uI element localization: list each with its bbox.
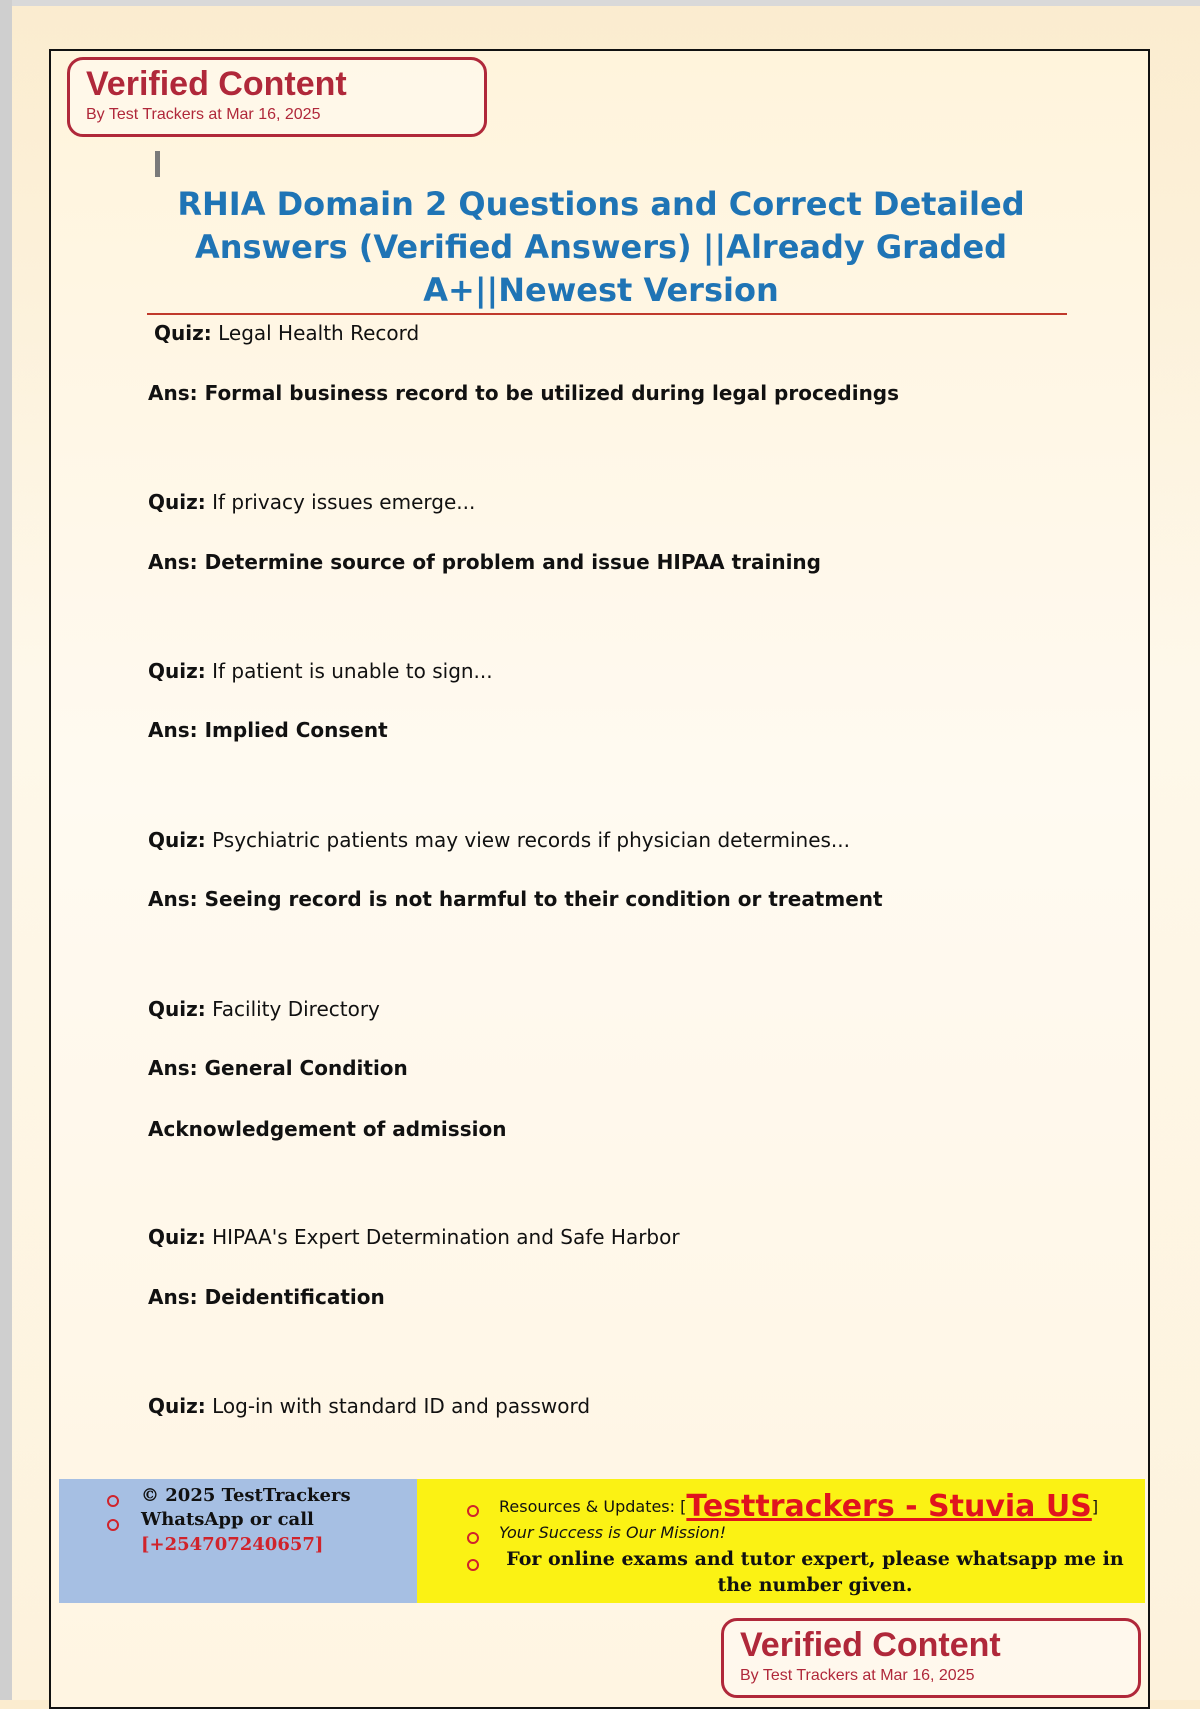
ans-label: Ans: <box>148 381 198 405</box>
answer-5 <box>148 1056 408 1080</box>
quiz-6 <box>148 1225 680 1249</box>
quiz-1 <box>154 321 419 345</box>
stamp-title: Verified Content <box>740 1626 1001 1664</box>
quiz-label: Quiz: <box>154 321 212 345</box>
quiz-text: HIPAA's Expert Determination and Safe Harbor <box>212 1225 680 1249</box>
quiz-2 <box>148 490 475 514</box>
quiz-text: Psychiatric patients may view records if physician determines... <box>212 828 850 852</box>
bullet-icon <box>467 1559 479 1571</box>
bullet-icon <box>467 1505 479 1517</box>
viewer-top-edge <box>0 0 1200 6</box>
footer-resources-panel <box>417 1479 1145 1603</box>
answer-6 <box>148 1285 385 1309</box>
quiz-label: Quiz: <box>148 997 206 1021</box>
answer-text: Implied Consent <box>204 718 388 742</box>
document-page <box>49 49 1150 1709</box>
answer-text: Seeing record is not harmful to their condition or treatment <box>204 887 883 911</box>
answer-3 <box>148 718 388 742</box>
stamp-title: Verified Content <box>86 65 347 103</box>
phone-number[interactable]: [+254707240657] <box>141 1534 324 1555</box>
answer-2 <box>148 550 821 574</box>
resources-link[interactable]: Testtrackers - Stuvia US <box>686 1489 1092 1524</box>
quiz-label: Quiz: <box>148 1394 206 1418</box>
verified-stamp-bottom <box>721 1618 1141 1698</box>
viewer-left-edge <box>0 0 12 1700</box>
answer-text: Determine source of problem and issue HIPAA training <box>204 550 821 574</box>
stamp-subtitle: By Test Trackers at Mar 16, 2025 <box>86 106 321 123</box>
text-cursor <box>155 151 160 177</box>
resources-label: Resources & Updates: <box>499 1497 676 1516</box>
answer-text: General Condition <box>204 1056 408 1080</box>
quiz-text: If privacy issues emerge... <box>212 490 476 514</box>
quiz-text: Log-in with standard ID and password <box>212 1394 591 1418</box>
bullet-icon <box>107 1495 119 1507</box>
mission-text: Your Success is Our Mission! <box>499 1523 727 1542</box>
quiz-label: Quiz: <box>148 659 206 683</box>
bullet-icon <box>107 1519 119 1531</box>
answer-5-extra: Acknowledgement of admission <box>148 1117 507 1141</box>
quiz-text: Facility Directory <box>212 997 380 1021</box>
resources-line: Resources & Updates: [Testtrackers - Stuvia US] <box>499 1489 1099 1524</box>
quiz-5 <box>148 997 380 1021</box>
footer-contact-panel <box>59 1479 417 1603</box>
quiz-3 <box>148 659 493 683</box>
quiz-4 <box>148 828 850 852</box>
ans-label: Ans: <box>148 550 198 574</box>
ans-label: Ans: <box>148 718 198 742</box>
title-divider <box>147 313 1067 315</box>
tutor-note: For online exams and tutor expert, please whatsapp me in the number given. <box>506 1548 1124 1596</box>
document-title: RHIA Domain 2 Questions and Correct Detailed Answers (Verified Answers) ||Already Graded A+||Newest Version <box>177 185 1025 309</box>
bullet-icon <box>467 1532 479 1544</box>
footer-banner <box>59 1479 1145 1603</box>
quiz-label: Quiz: <box>148 828 206 852</box>
ans-label: Ans: <box>148 1285 198 1309</box>
quiz-label: Quiz: <box>148 1225 206 1249</box>
answer-1 <box>148 381 899 405</box>
copyright-text: © 2025 TestTrackers <box>141 1485 351 1506</box>
quiz-text: Legal Health Record <box>218 321 420 345</box>
quiz-label: Quiz: <box>148 490 206 514</box>
whatsapp-text: WhatsApp or call <box>141 1509 314 1530</box>
phone-value: +254707240657 <box>149 1534 315 1555</box>
quiz-text: If patient is unable to sign... <box>212 659 493 683</box>
ans-label: Ans: <box>148 887 198 911</box>
answer-text: Formal business record to be utilized during legal procedings <box>204 381 900 405</box>
answer-text: Deidentification <box>204 1285 385 1309</box>
answer-4 <box>148 887 883 911</box>
verified-stamp-top <box>67 57 487 137</box>
ans-label: Ans: <box>148 1056 198 1080</box>
stamp-subtitle: By Test Trackers at Mar 16, 2025 <box>740 1667 975 1684</box>
quiz-7 <box>148 1394 590 1418</box>
